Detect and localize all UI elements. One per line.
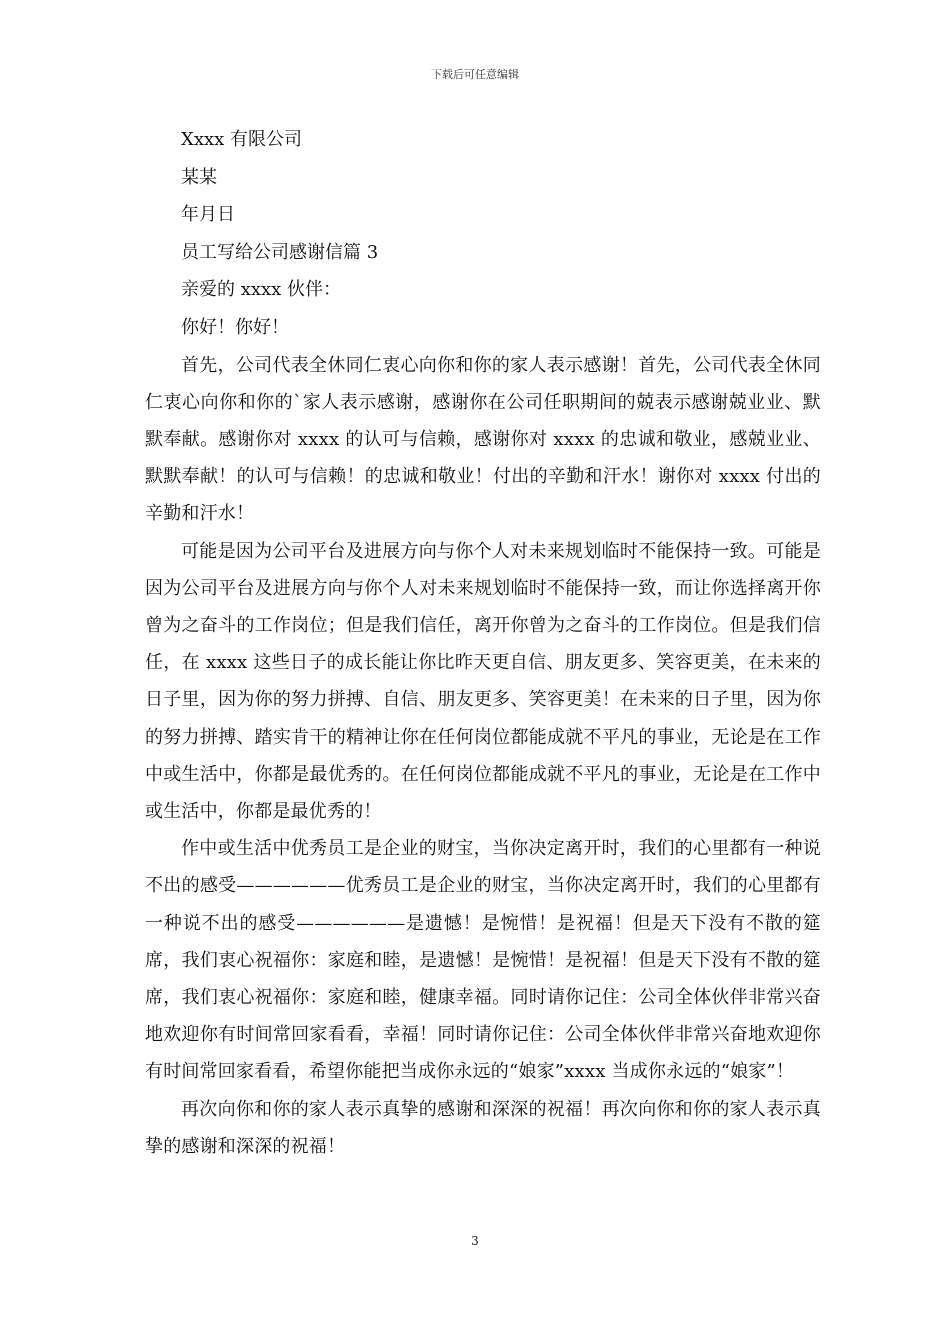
signature-date: 年月日 [181,204,235,226]
document-body [145,121,821,1165]
company-signature: Xxxx 有限公司 [181,129,302,150]
letter-title: 员工写给公司感谢信篇 3 [181,241,379,263]
body-paragraph-4: 再次向你和你的家人表示真挚的感谢和深深的祝福！再次向你和你的家人表示真挚的感谢和深深的祝福！ [145,1098,821,1157]
letter-salutation: 亲爱的 xxxx 伙伴： [181,279,342,301]
page-number: 3 [471,1234,479,1248]
body-paragraph-3: 作中或生活中优秀员工是企业的财宝，当你决定离开时，我们的心里都有一种说不出的感受——————优秀员工是企业的财宝，当你决定离开时，我们的心里都有一种说不出的感受——————是遗憾！是惋惜！是祝福！但是天下没有不散的筵席，我们衷心祝福你：家庭和睦，是遗憾！是惋惜！是祝福！但是天下没有不散的筵席，我们衷心祝福你：家庭和睦，健康幸福。同时请你记住：公司全体伙伴非常兴奋地欢迎你有时间常回家看看，幸福！同时请你记住：公司全体伙伴非常兴奋地欢迎你有时间常回家看看，希望你能把当成你永远的“娘家”xxxx 当成你永远的“娘家”！ [145,838,821,1083]
signer-name: 某某 [181,166,217,188]
page-header-note: 下载后可任意编辑 [431,68,519,81]
body-paragraph-1: 首先，公司代表全休同仁衷心向你和你的家人表示感谢！首先，公司代表全休同仁衷心向你和你的`家人表示感谢，感谢你在公司任职期间的兢表示感谢兢业业、默默奉献。感谢你对 xxxx 的认可与信赖，感谢你对 xxxx 的忠诚和敬业，感兢业业、默默奉献！的认可与信赖！的忠诚和敬业！付出的辛勤和汗水！谢你对 xxxx 付出的辛勤和汗水！ [145,354,821,525]
letter-greeting: 你好！你好！ [181,316,289,338]
body-paragraph-2: 可能是因为公司平台及进展方向与你个人对未来规划临时不能保持一致。可能是因为公司平台及进展方向与你个人对未来规划临时不能保持一致，而让你选择离开你曾为之奋斗的工作岗位；但是我们信任，离开你曾为之奋斗的工作岗位。但是我们信任，在 xxxx 这些日子的成长能让你比昨天更自信、朋友更多、笑容更美，在未来的日子里，因为你的努力拼搏、自信、朋友更多、笑容更美！在未来的日子里，因为你的努力拼搏、踏实肯干的精神让你在任何岗位都能成就不平凡的事业，无论是在工作中或生活中，你都是最优秀的。在任何岗位都能成就不平凡的事业，无论是在工作中或生活中，你都是最优秀的！ [145,540,821,822]
